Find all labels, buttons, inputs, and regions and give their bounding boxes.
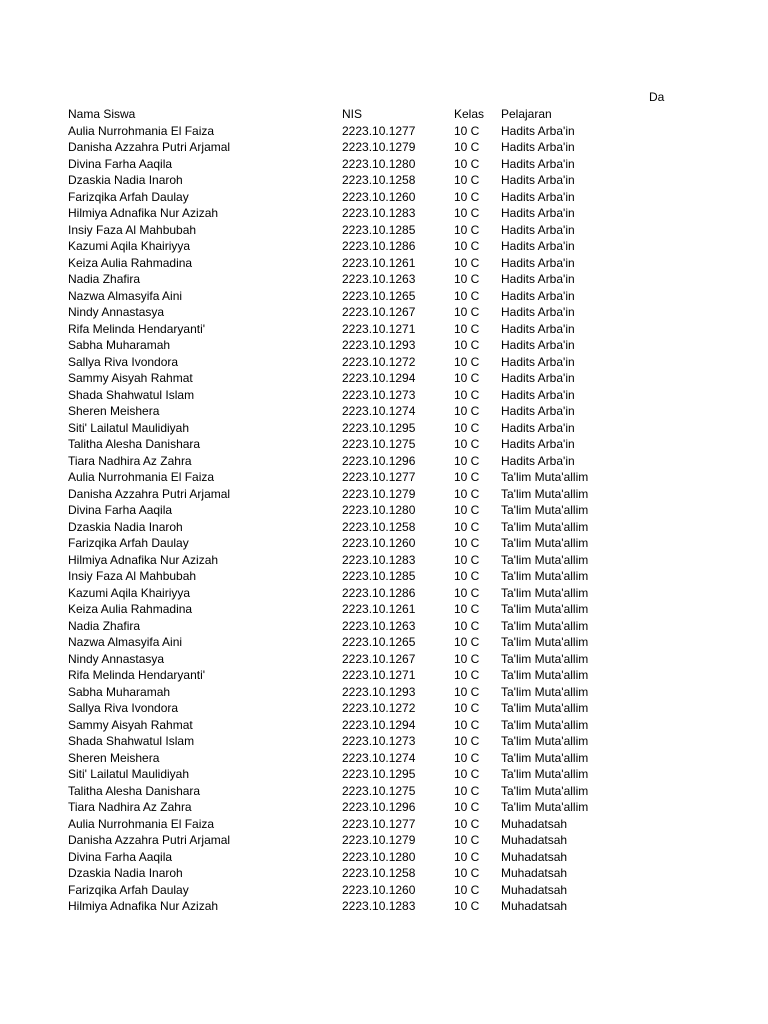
cell-nis: 2223.10.1265 — [342, 635, 416, 649]
cell-name: Rifa Melinda Hendaryanti' — [68, 668, 206, 682]
cell-nis: 2223.10.1285 — [342, 222, 416, 237]
cell-name: Insiy Faza Al Mahbubah — [68, 222, 197, 237]
table-row — [68, 783, 621, 800]
cell-kelas: 10 C — [454, 833, 480, 847]
table-row — [68, 288, 621, 305]
table-row — [68, 486, 621, 503]
cell-pelajaran: Hadits Arba'in — [501, 321, 575, 336]
cell-kelas: 10 C — [454, 140, 480, 154]
table-row — [68, 222, 621, 239]
table-row — [68, 139, 621, 156]
cell-pelajaran: Ta'lim Muta'allim — [501, 734, 589, 748]
cell-pelajaran: Ta'lim Muta'allim — [501, 618, 589, 633]
table-row — [68, 420, 621, 437]
cell-name: Kazumi Aqila Khairiyya — [68, 239, 191, 253]
cell-kelas: 10 C — [454, 602, 480, 616]
cell-pelajaran: Ta'lim Muta'allim — [501, 684, 589, 699]
cell-nis: 2223.10.1261 — [342, 255, 416, 270]
cell-name: Sammy Aisyah Rahmat — [68, 371, 193, 385]
table-row — [68, 865, 621, 882]
cell-kelas: 10 C — [454, 849, 480, 864]
cell-pelajaran: Ta'lim Muta'allim — [501, 635, 589, 649]
table-row — [68, 337, 621, 354]
cell-kelas: 10 C — [454, 651, 480, 666]
cell-nis: 2223.10.1271 — [342, 321, 416, 336]
cell-kelas: 10 C — [454, 618, 480, 633]
cell-name: Siti' Lailatul Maulidiyah — [68, 767, 190, 781]
cell-kelas: 10 C — [454, 800, 480, 814]
table-row — [68, 766, 621, 783]
cell-nis: 2223.10.1260 — [342, 189, 416, 204]
cell-pelajaran: Hadits Arba'in — [501, 222, 575, 237]
table-row — [68, 816, 621, 833]
cell-kelas: 10 C — [454, 206, 480, 220]
cell-name: Hilmiya Adnafika Nur Azizah — [68, 552, 219, 567]
cell-name: Shada Shahwatul Islam — [68, 734, 195, 748]
cell-nis: 2223.10.1283 — [342, 899, 416, 913]
cell-nis: 2223.10.1295 — [342, 767, 416, 781]
cell-kelas: 10 C — [454, 569, 480, 583]
cell-nis: 2223.10.1275 — [342, 783, 416, 798]
cell-nis: 2223.10.1294 — [342, 717, 416, 732]
table-row — [68, 651, 621, 668]
cell-name: Hilmiya Adnafika Nur Azizah — [68, 206, 219, 220]
cell-pelajaran: Ta'lim Muta'allim — [501, 536, 589, 550]
table-row — [68, 354, 621, 371]
cell-kelas: 10 C — [454, 387, 480, 402]
table-row — [68, 321, 621, 338]
cell-name: Sabha Muharamah — [68, 338, 171, 352]
cell-name: Farizqika Arfah Daulay — [68, 882, 189, 897]
cell-nis: 2223.10.1272 — [342, 354, 416, 369]
column-header-kelas: Kelas — [454, 107, 485, 121]
table-row — [68, 898, 621, 915]
cell-pelajaran: Ta'lim Muta'allim — [501, 783, 589, 798]
table-row — [68, 849, 621, 866]
cell-pelajaran: Hadits Arba'in — [501, 420, 575, 435]
cell-kelas: 10 C — [454, 783, 480, 798]
cell-name: Sallya Riva Ivondora — [68, 354, 179, 369]
cell-pelajaran: Ta'lim Muta'allim — [501, 800, 589, 814]
cell-nis: 2223.10.1258 — [342, 866, 416, 880]
cell-kelas: 10 C — [454, 668, 480, 682]
table-row — [68, 370, 621, 387]
cell-kelas: 10 C — [454, 519, 480, 534]
table-row — [68, 733, 621, 750]
cell-pelajaran: Muhadatsah — [501, 866, 568, 880]
cell-kelas: 10 C — [454, 189, 480, 204]
cell-nis: 2223.10.1279 — [342, 833, 416, 847]
cell-name: Sammy Aisyah Rahmat — [68, 717, 193, 732]
cell-kelas: 10 C — [454, 321, 480, 336]
cell-pelajaran: Hadits Arba'in — [501, 453, 575, 468]
cell-kelas: 10 C — [454, 222, 480, 237]
cell-nis: 2223.10.1283 — [342, 552, 416, 567]
cell-pelajaran: Ta'lim Muta'allim — [501, 651, 589, 666]
cell-nis: 2223.10.1277 — [342, 123, 416, 138]
cell-kelas: 10 C — [454, 470, 480, 484]
cell-nis: 2223.10.1296 — [342, 800, 416, 814]
cell-name: Sheren Meishera — [68, 404, 160, 418]
cell-kelas: 10 C — [454, 882, 480, 897]
cell-nis: 2223.10.1258 — [342, 519, 416, 534]
cell-name: Hilmiya Adnafika Nur Azizah — [68, 899, 219, 913]
cell-pelajaran: Hadits Arba'in — [501, 206, 575, 220]
cell-nis: 2223.10.1296 — [342, 453, 416, 468]
cell-name: Divina Farha Aaqila — [68, 849, 173, 864]
cell-nis: 2223.10.1274 — [342, 750, 416, 765]
table-row — [68, 700, 621, 717]
cell-pelajaran: Hadits Arba'in — [501, 272, 575, 286]
table-row — [68, 403, 621, 420]
cell-nis: 2223.10.1280 — [342, 156, 416, 171]
cell-name: Nazwa Almasyifa Aini — [68, 288, 183, 303]
cell-name: Dzaskia Nadia Inaroh — [68, 519, 183, 534]
cell-pelajaran: Muhadatsah — [501, 882, 568, 897]
cell-name: Tiara Nadhira Az Zahra — [68, 800, 192, 814]
cell-name: Siti' Lailatul Maulidiyah — [68, 420, 190, 435]
table-row — [68, 585, 621, 602]
cell-name: Talitha Alesha Danishara — [68, 783, 201, 798]
cell-kelas: 10 C — [454, 239, 480, 253]
cell-pelajaran: Ta'lim Muta'allim — [501, 585, 589, 600]
cell-nis: 2223.10.1267 — [342, 305, 416, 319]
cell-nis: 2223.10.1279 — [342, 486, 416, 501]
column-header-name: Nama Siswa — [68, 107, 136, 121]
cell-nis: 2223.10.1277 — [342, 470, 416, 484]
cell-kelas: 10 C — [454, 866, 480, 880]
cell-kelas: 10 C — [454, 255, 480, 270]
cell-name: Keiza Aulia Rahmadina — [68, 602, 193, 616]
table-row — [68, 717, 621, 734]
cell-pelajaran: Hadits Arba'in — [501, 239, 575, 253]
cell-name: Dzaskia Nadia Inaroh — [68, 173, 183, 187]
cell-nis: 2223.10.1274 — [342, 404, 416, 418]
cell-pelajaran: Hadits Arba'in — [501, 255, 575, 270]
cell-name: Sabha Muharamah — [68, 684, 171, 699]
cell-nis: 2223.10.1277 — [342, 816, 416, 831]
cell-pelajaran: Ta'lim Muta'allim — [501, 569, 589, 583]
cell-pelajaran: Ta'lim Muta'allim — [501, 750, 589, 765]
cell-nis: 2223.10.1267 — [342, 651, 416, 666]
cell-kelas: 10 C — [454, 701, 480, 715]
cell-pelajaran: Hadits Arba'in — [501, 123, 575, 138]
cell-name: Aulia Nurrohmania El Faiza — [68, 470, 215, 484]
table-row — [68, 601, 621, 618]
cell-nis: 2223.10.1286 — [342, 239, 416, 253]
cell-name: Danisha Azzahra Putri Arjamal — [68, 140, 231, 154]
cell-name: Insiy Faza Al Mahbubah — [68, 569, 197, 583]
cell-kelas: 10 C — [454, 272, 480, 286]
table-row — [68, 205, 621, 222]
cell-name: Nindy Annastasya — [68, 305, 165, 319]
cell-nis: 2223.10.1263 — [342, 618, 416, 633]
cell-name: Sheren Meishera — [68, 750, 160, 765]
table-row — [68, 750, 621, 767]
table-row — [68, 271, 621, 288]
cell-name: Tiara Nadhira Az Zahra — [68, 453, 192, 468]
cell-name: Nindy Annastasya — [68, 651, 165, 666]
cell-kelas: 10 C — [454, 404, 480, 418]
cell-kelas: 10 C — [454, 354, 480, 369]
cell-pelajaran: Ta'lim Muta'allim — [501, 767, 589, 781]
table-row — [68, 568, 621, 585]
table-row — [68, 832, 621, 849]
cell-pelajaran: Muhadatsah — [501, 899, 568, 913]
cell-kelas: 10 C — [454, 437, 480, 451]
cell-pelajaran: Hadits Arba'in — [501, 140, 575, 154]
cell-nis: 2223.10.1293 — [342, 684, 416, 699]
cell-kelas: 10 C — [454, 338, 480, 352]
cell-kelas: 10 C — [454, 750, 480, 765]
cell-nis: 2223.10.1275 — [342, 437, 416, 451]
cell-nis: 2223.10.1261 — [342, 602, 416, 616]
cell-pelajaran: Ta'lim Muta'allim — [501, 701, 589, 715]
table-row — [68, 123, 621, 140]
cell-pelajaran: Ta'lim Muta'allim — [501, 519, 589, 534]
cell-name: Aulia Nurrohmania El Faiza — [68, 816, 215, 831]
table-body — [68, 123, 621, 915]
cell-pelajaran: Hadits Arba'in — [501, 437, 575, 451]
cell-nis: 2223.10.1280 — [342, 849, 416, 864]
cell-kelas: 10 C — [454, 585, 480, 600]
cell-pelajaran: Hadits Arba'in — [501, 371, 575, 385]
cell-nis: 2223.10.1279 — [342, 140, 416, 154]
cell-pelajaran: Ta'lim Muta'allim — [501, 668, 589, 682]
cell-pelajaran: Hadits Arba'in — [501, 189, 575, 204]
column-header-nis: NIS — [342, 107, 363, 121]
cell-pelajaran: Hadits Arba'in — [501, 404, 575, 418]
cell-name: Danisha Azzahra Putri Arjamal — [68, 486, 231, 501]
column-header-pelajaran: Pelajaran — [501, 107, 552, 121]
cell-name: Talitha Alesha Danishara — [68, 437, 201, 451]
cell-kelas: 10 C — [454, 684, 480, 699]
cell-kelas: 10 C — [454, 734, 480, 748]
cell-name: Rifa Melinda Hendaryanti' — [68, 321, 206, 336]
table-row — [68, 667, 621, 684]
cell-nis: 2223.10.1294 — [342, 371, 416, 385]
cell-kelas: 10 C — [454, 899, 480, 913]
cell-name: Keiza Aulia Rahmadina — [68, 255, 193, 270]
cell-nis: 2223.10.1280 — [342, 503, 416, 517]
cell-nis: 2223.10.1286 — [342, 585, 416, 600]
cell-nis: 2223.10.1283 — [342, 206, 416, 220]
cell-pelajaran: Hadits Arba'in — [501, 288, 575, 303]
cell-kelas: 10 C — [454, 503, 480, 517]
student-table — [68, 106, 621, 915]
cell-name: Sallya Riva Ivondora — [68, 701, 179, 715]
cell-name: Aulia Nurrohmania El Faiza — [68, 123, 215, 138]
cell-nis: 2223.10.1263 — [342, 272, 416, 286]
cell-pelajaran: Muhadatsah — [501, 816, 568, 831]
table-row — [68, 799, 621, 816]
cell-pelajaran: Hadits Arba'in — [501, 305, 575, 319]
cell-nis: 2223.10.1265 — [342, 288, 416, 303]
table-row — [68, 684, 621, 701]
table-row — [68, 304, 621, 321]
table-row — [68, 156, 621, 173]
table-row — [68, 552, 621, 569]
cell-name: Divina Farha Aaqila — [68, 503, 173, 517]
table-row — [68, 469, 621, 486]
cell-nis: 2223.10.1258 — [342, 173, 416, 187]
cell-name: Nazwa Almasyifa Aini — [68, 635, 183, 649]
cell-name: Farizqika Arfah Daulay — [68, 536, 189, 550]
cell-kelas: 10 C — [454, 420, 480, 435]
cell-kelas: 10 C — [454, 635, 480, 649]
cell-name: Shada Shahwatul Islam — [68, 387, 195, 402]
cell-kelas: 10 C — [454, 288, 480, 303]
table-row — [68, 255, 621, 272]
cell-kelas: 10 C — [454, 123, 480, 138]
table-row — [68, 618, 621, 635]
cell-kelas: 10 C — [454, 536, 480, 550]
cell-kelas: 10 C — [454, 371, 480, 385]
table-header — [68, 106, 621, 123]
cell-nis: 2223.10.1260 — [342, 536, 416, 550]
table-row — [68, 436, 621, 453]
cell-pelajaran: Hadits Arba'in — [501, 338, 575, 352]
cell-name: Divina Farha Aaqila — [68, 156, 173, 171]
cell-nis: 2223.10.1293 — [342, 338, 416, 352]
cell-kelas: 10 C — [454, 453, 480, 468]
cell-kelas: 10 C — [454, 767, 480, 781]
cell-name: Nadia Zhafira — [68, 618, 141, 633]
top-right-fragment: Da — [649, 90, 665, 104]
cell-name: Nadia Zhafira — [68, 272, 141, 286]
cell-nis: 2223.10.1273 — [342, 387, 416, 402]
cell-pelajaran: Muhadatsah — [501, 849, 568, 864]
table-row — [68, 172, 621, 189]
cell-pelajaran: Ta'lim Muta'allim — [501, 470, 589, 484]
cell-pelajaran: Ta'lim Muta'allim — [501, 503, 589, 517]
cell-pelajaran: Ta'lim Muta'allim — [501, 552, 589, 567]
cell-kelas: 10 C — [454, 486, 480, 501]
cell-kelas: 10 C — [454, 305, 480, 319]
cell-pelajaran: Ta'lim Muta'allim — [501, 486, 589, 501]
cell-kelas: 10 C — [454, 173, 480, 187]
cell-name: Dzaskia Nadia Inaroh — [68, 866, 183, 880]
cell-pelajaran: Ta'lim Muta'allim — [501, 602, 589, 616]
cell-kelas: 10 C — [454, 156, 480, 171]
table-row — [68, 519, 621, 536]
cell-kelas: 10 C — [454, 552, 480, 567]
table-row — [68, 535, 621, 552]
table-row — [68, 634, 621, 651]
table-row — [68, 453, 621, 470]
cell-name: Kazumi Aqila Khairiyya — [68, 585, 191, 600]
cell-nis: 2223.10.1285 — [342, 569, 416, 583]
cell-nis: 2223.10.1272 — [342, 701, 416, 715]
cell-pelajaran: Ta'lim Muta'allim — [501, 717, 589, 732]
table-row — [68, 238, 621, 255]
cell-nis: 2223.10.1295 — [342, 420, 416, 435]
table-row — [68, 189, 621, 206]
cell-pelajaran: Hadits Arba'in — [501, 387, 575, 402]
cell-nis: 2223.10.1273 — [342, 734, 416, 748]
cell-name: Farizqika Arfah Daulay — [68, 189, 189, 204]
table-row — [68, 387, 621, 404]
cell-pelajaran: Hadits Arba'in — [501, 354, 575, 369]
cell-nis: 2223.10.1271 — [342, 668, 416, 682]
cell-pelajaran: Hadits Arba'in — [501, 173, 575, 187]
cell-pelajaran: Muhadatsah — [501, 833, 568, 847]
table-row — [68, 882, 621, 899]
cell-kelas: 10 C — [454, 816, 480, 831]
table-row — [68, 502, 621, 519]
cell-kelas: 10 C — [454, 717, 480, 732]
cell-name: Danisha Azzahra Putri Arjamal — [68, 833, 231, 847]
cell-nis: 2223.10.1260 — [342, 882, 416, 897]
cell-pelajaran: Hadits Arba'in — [501, 156, 575, 171]
